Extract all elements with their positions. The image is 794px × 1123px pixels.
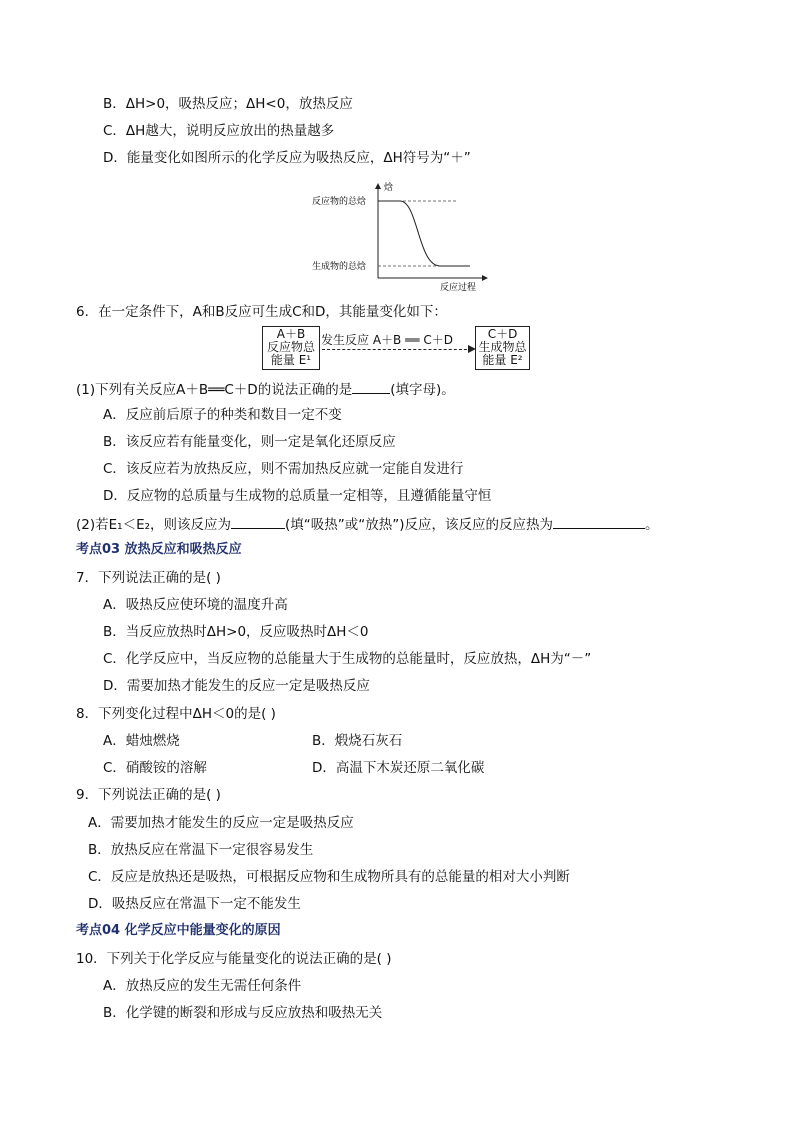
q9-option-a: A．需要加热才能发生的反应一定是吸热反应 — [88, 815, 354, 831]
reactant-box-line3: 能量 E¹ — [270, 353, 312, 367]
q7-stem: 7．下列说法正确的是( ) — [76, 570, 221, 586]
q8-option-b: B．煅烧石灰石 — [312, 733, 403, 749]
answer-blank-2[interactable] — [231, 514, 285, 529]
q6-option-d: D．反应物的总质量与生成物的总质量一定相等，且遵循能量守恒 — [103, 488, 492, 504]
q6-sub1-text: (1)下列有关反应A＋B══C＋D的说法正确的是 — [76, 382, 353, 398]
q10-stem: 10．下列关于化学反应与能量变化的说法正确的是( ) — [76, 951, 392, 967]
q10-option-b: B．化学键的断裂和形成与反应放热和吸热无关 — [103, 1005, 383, 1021]
q9-option-c: C．反应是放热还是吸热，可根据反应物和生成物所具有的总能量的相对大小判断 — [88, 869, 570, 885]
x-axis-label: 反应过程 — [440, 283, 477, 293]
section-heading-04: 考点04 化学反应中能量变化的原因 — [76, 923, 281, 938]
product-box-line1: C＋D — [487, 327, 518, 341]
q9-stem: 9．下列说法正确的是( ) — [76, 787, 221, 803]
reactant-box-line1: A＋B — [276, 327, 306, 341]
q6-sub1 — [76, 379, 455, 399]
product-box — [475, 326, 530, 370]
enthalpy-diagram — [300, 178, 500, 296]
reactant-box-line2: 反应物总 — [266, 340, 315, 354]
q8-option-d: D．高温下木炭还原二氧化碳 — [312, 760, 485, 776]
q9-option-d: D．吸热反应在常温下一定不能发生 — [88, 896, 301, 912]
q8-option-c: C．硝酸铵的溶解 — [103, 760, 207, 776]
enthalpy-curve — [378, 201, 470, 266]
q10-option-a: A．放热反应的发生无需任何条件 — [103, 978, 302, 994]
q6-sub1-tail: (填字母)。 — [390, 382, 455, 398]
q7-option-b: B．当反应放热时ΔH>0，反应吸热时ΔH＜0 — [103, 624, 369, 640]
q6-sub2-c: 。 — [645, 517, 659, 533]
q6-stem: 6．在一定条件下，A和B反应可生成C和D，其能量变化如下： — [76, 304, 447, 320]
q6-option-c: C．该反应若为放热反应，则不需加热反应就一定能自发进行 — [103, 461, 464, 477]
product-box-line2: 生成物总 — [478, 340, 527, 354]
q6-sub2-b: (填“吸热”或“放热”)反应，该反应的反应热为 — [285, 517, 554, 533]
q5-option-d: D．能量变化如图所示的化学反应为吸热反应，ΔH符号为“＋” — [103, 150, 471, 166]
reactant-label: 反应物的总焓 — [312, 197, 367, 207]
q5-option-b: B．ΔH>0，吸热反应；ΔH<0，放热反应 — [103, 96, 353, 112]
product-box-line3: 能量 E² — [482, 353, 523, 367]
reaction-arrow-label: 发生反应 A＋B ══ C＋D — [321, 333, 453, 347]
q6-option-b: B．该反应若有能量变化，则一定是氧化还原反应 — [103, 434, 396, 450]
section-heading-03: 考点03 放热反应和吸热反应 — [76, 542, 242, 557]
q7-option-d: D．需要加热才能发生的反应一定是吸热反应 — [103, 678, 370, 694]
q7-option-a: A．吸热反应使环境的温度升高 — [103, 597, 288, 613]
product-label: 生成物的总焓 — [312, 262, 367, 272]
q5-option-c: C．ΔH越大，说明反应放出的热量越多 — [103, 123, 335, 139]
answer-blank-1[interactable] — [352, 379, 390, 394]
q6-sub2 — [76, 514, 659, 534]
q6-sub2-a: (2)若E₁＜E₂，则该反应为 — [76, 517, 232, 533]
reaction-arrow-line — [322, 349, 472, 350]
q6-option-a: A．反应前后原子的种类和数目一定不变 — [103, 407, 342, 423]
reactant-box — [262, 326, 320, 370]
y-axis-label: 焓 — [384, 183, 394, 193]
q8-option-a: A．蜡烛燃烧 — [103, 733, 180, 749]
q8-stem: 8．下列变化过程中ΔH＜0的是( ) — [76, 706, 276, 722]
answer-blank-3[interactable] — [553, 514, 645, 529]
q9-option-b: B．放热反应在常温下一定很容易发生 — [88, 842, 314, 858]
q7-option-c: C．化学反应中，当反应物的总能量大于生成物的总能量时，反应放热，ΔH为“－” — [103, 651, 592, 667]
